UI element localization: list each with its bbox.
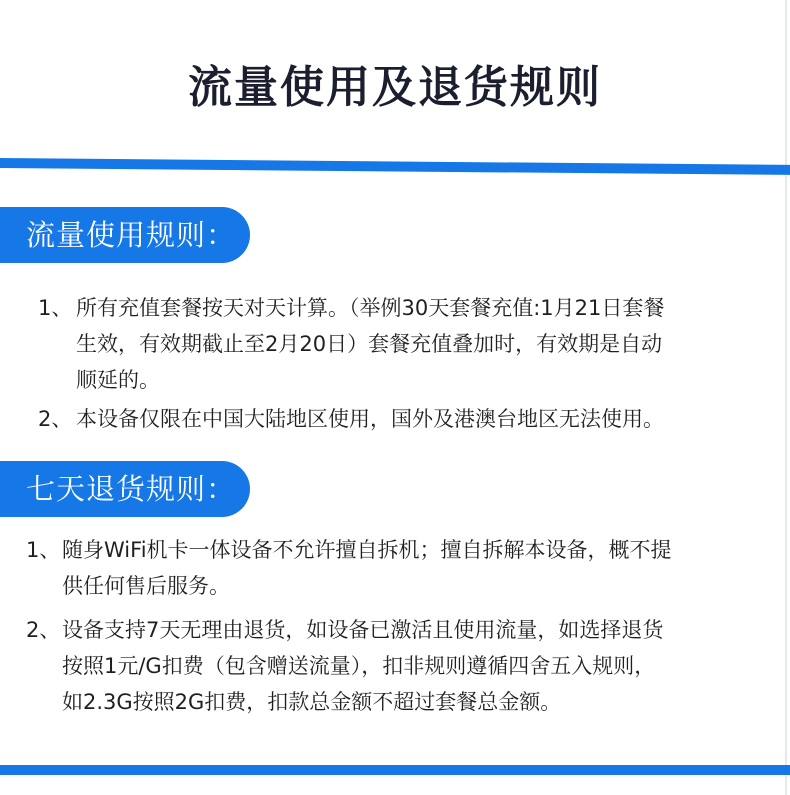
list-item-line: 随身WiFi机卡一体设备不允许擅自拆机；擅自拆解本设备，概不提 (62, 538, 672, 562)
page-title: 流量使用及退货规则 (188, 62, 602, 113)
title-divider-bar (0, 158, 790, 175)
list-item-line: 如2.3G按照2G扣费，扣款总金额不超过套餐总金额。 (62, 690, 562, 714)
list-item-line: 本设备仅限在中国大陆地区使用，国外及港澳台地区无法使用。 (76, 407, 664, 431)
list-item-number: 2、 (38, 407, 73, 431)
list-item-line: 顺延的。 (76, 368, 160, 392)
section-heading-return-rules: 七天退货规则： (0, 461, 250, 517)
list-item-number: 2、 (26, 618, 61, 642)
right-edge-divider (785, 0, 787, 795)
list-item (26, 532, 766, 604)
list-item-line: 所有充值套餐按天对天计算。（举例30天套餐充值:1月21日套餐 (76, 296, 665, 320)
list-item (38, 290, 753, 398)
list-item-text (26, 532, 766, 604)
list-item-number: 1、 (38, 296, 73, 320)
list-item-line: 按照1元/G扣费（包含赠送流量），扣非规则遵循四舍五入规则， (62, 654, 656, 678)
list-item-number: 1、 (26, 538, 61, 562)
list-item-text (38, 401, 753, 437)
list-item-text (26, 612, 766, 720)
list-item-line: 供任何售后服务。 (62, 574, 230, 598)
list-item-line: 设备支持7天无理由退货，如设备已激活且使用流量，如选择退货 (62, 618, 664, 642)
footer-divider-bar (0, 765, 790, 775)
list-item (38, 401, 753, 437)
section-heading-traffic-rules: 流量使用规则： (0, 207, 250, 263)
list-item-text (38, 290, 753, 398)
list-item-line: 生效，有效期截止至2月20日）套餐充值叠加时，有效期是自动 (76, 332, 663, 356)
list-item (26, 612, 766, 720)
